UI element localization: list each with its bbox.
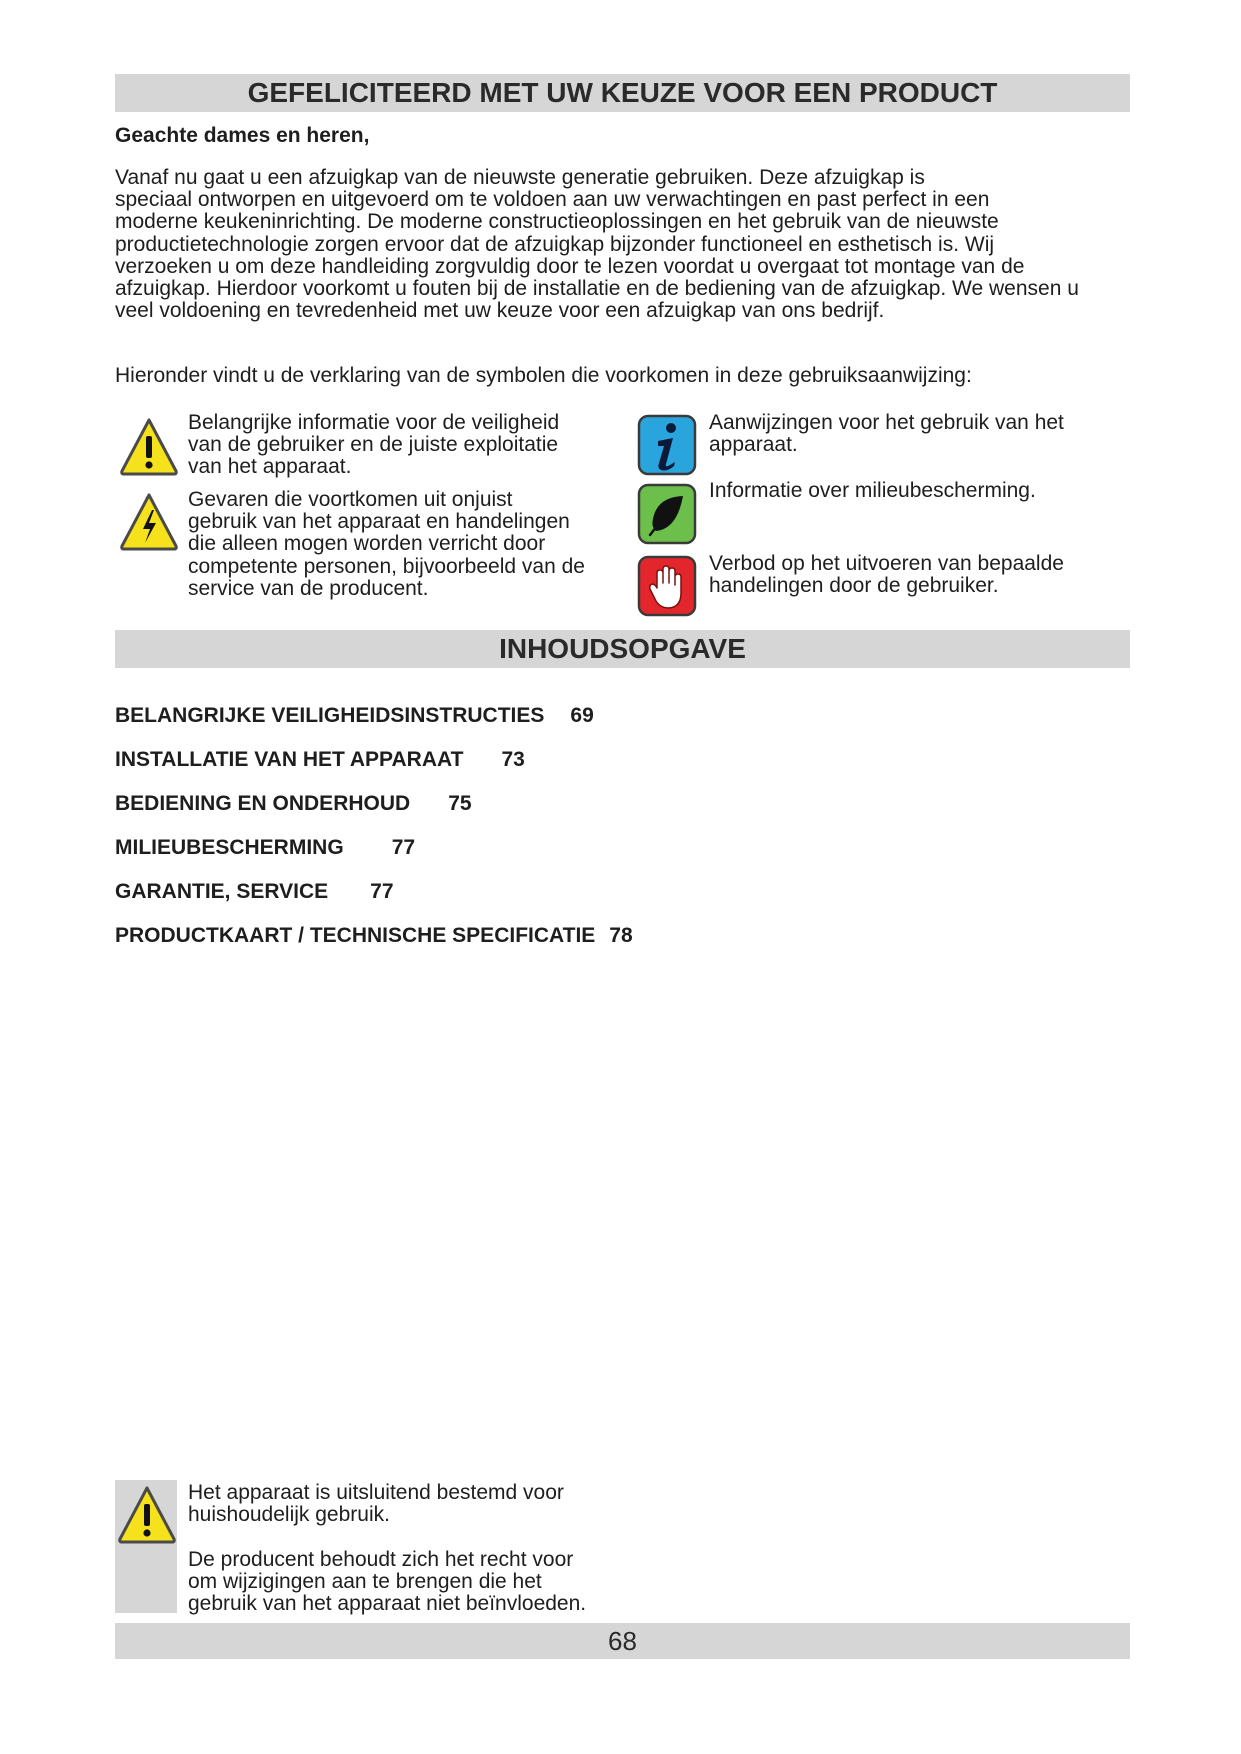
section-header-bar [115,74,1130,112]
toc-item-label: INSTALLATIE VAN HET APPARAAT [115,748,464,771]
warning-triangle-icon [118,416,180,478]
footer-note-household [188,1482,658,1526]
footer-line: huishoudelijk gebruik. [188,1503,390,1527]
salutation: Geachte dames en heren, [115,124,370,147]
safety-line: Belangrijke informatie voor de veiligheid [188,411,560,434]
toc-item-label: PRODUCTKAART / TECHNISCHE SPECIFICATIE [115,924,596,947]
footer-line: Het apparaat is uitsluitend bestemd voor [188,1481,564,1504]
intro-paragraph [115,167,1137,322]
prohibition-line: Verbod op het uitvoeren van bepaalde [709,552,1064,575]
toc-item-label: MILIEUBESCHERMING [115,836,344,859]
toc-item-page: 78 [609,924,633,947]
page-number: 68 [608,1626,637,1656]
page-title: GEFELICITEERD MET UW KEUZE VOOR EEN PRODUCT [247,77,998,108]
toc-item[interactable] [115,880,394,904]
toc-item-page: 73 [501,748,525,771]
toc-item-label: BEDIENING EN ONDERHOUD [115,792,411,815]
toc-item[interactable] [115,836,415,860]
toc-item-page: 77 [370,880,394,903]
toc-header-bar [115,630,1130,668]
toc-item[interactable] [115,748,525,772]
intro-line: verzoeken u om deze handleiding zorgvuldig door te lezen voordat u overgaat tot montage van de [115,254,1025,278]
info-symbol-text [709,412,1149,456]
safety-line: van de gebruiker en de juiste exploitatie [188,433,559,457]
toc-title: INHOUDSOPGAVE [499,633,746,664]
info-line: Aanwijzingen voor het gebruik van het [709,411,1064,434]
toc-item-label: GARANTIE, SERVICE [115,880,329,903]
page-number-bar [115,1623,1130,1659]
electric-line: Gevaren die voortkomen uit onjuist [188,488,513,511]
intro-line: productietechnologie zorgen ervoor dat de afzuigkap bijzonder functioneel en esthetisch is. Wij [115,232,995,256]
symbols-intro: Hieronder vindt u de verklaring van de symbolen die voorkomen in deze gebruiksaanwijzing: [115,364,972,387]
safety-symbol-text [188,412,628,479]
toc-item[interactable] [115,924,633,948]
footer-line: om wijzigingen aan te brengen die het [188,1570,542,1594]
prohibition-symbol-text [709,553,1149,597]
high-voltage-icon [118,491,180,553]
electric-line: competente personen, bijvoorbeeld van de [188,554,585,578]
toc-item[interactable] [115,704,594,728]
toc-item-label: BELANGRIJKE VEILIGHEIDSINSTRUCTIES [115,704,545,727]
footer-line: De producent behoudt zich het recht voor [188,1548,574,1571]
electric-symbol-text [188,489,628,600]
footer-note-changes [188,1549,658,1616]
safety-line: van het apparaat. [188,455,352,479]
stop-hand-icon [637,555,697,617]
info-icon [637,414,697,476]
intro-line: moderne keukeninrichting. De moderne constructieoplossingen en het gebruik van de nieuwste [115,210,999,234]
toc-item-page: 75 [448,792,472,815]
leaf-icon [637,483,697,545]
environment-symbol-text [709,480,1149,502]
electric-line: service van de producent. [188,576,429,600]
intro-line: afzuigkap. Hierdoor voorkomt u fouten bij de installatie en de bediening van de afzuigkap. We wensen u [115,277,1079,301]
electric-line: die alleen mogen worden verricht door [188,532,546,556]
intro-line: Vanaf nu gaat u een afzuigkap van de nieuwste generatie gebruiken. Deze afzuigkap is [115,166,925,189]
prohibition-line: handelingen door de gebruiker. [709,574,999,598]
footer-line: gebruik van het apparaat niet beïnvloeden. [188,1592,587,1616]
info-line: apparaat. [709,433,798,457]
intro-line: veel voldoening en tevredenheid met uw keuze voor een afzuigkap van ons bedrijf. [115,299,885,323]
environment-line: Informatie over milieubescherming. [709,479,1036,502]
toc-item-page: 77 [391,836,416,859]
toc-item[interactable] [115,792,472,816]
warning-triangle-icon [116,1484,178,1546]
electric-line: gebruik van het apparaat en handelingen [188,510,570,534]
toc-item-page: 69 [570,704,594,727]
intro-line: speciaal ontworpen en uitgevoerd om te voldoen aan uw verwachtingen en past perfect in een [115,188,990,212]
